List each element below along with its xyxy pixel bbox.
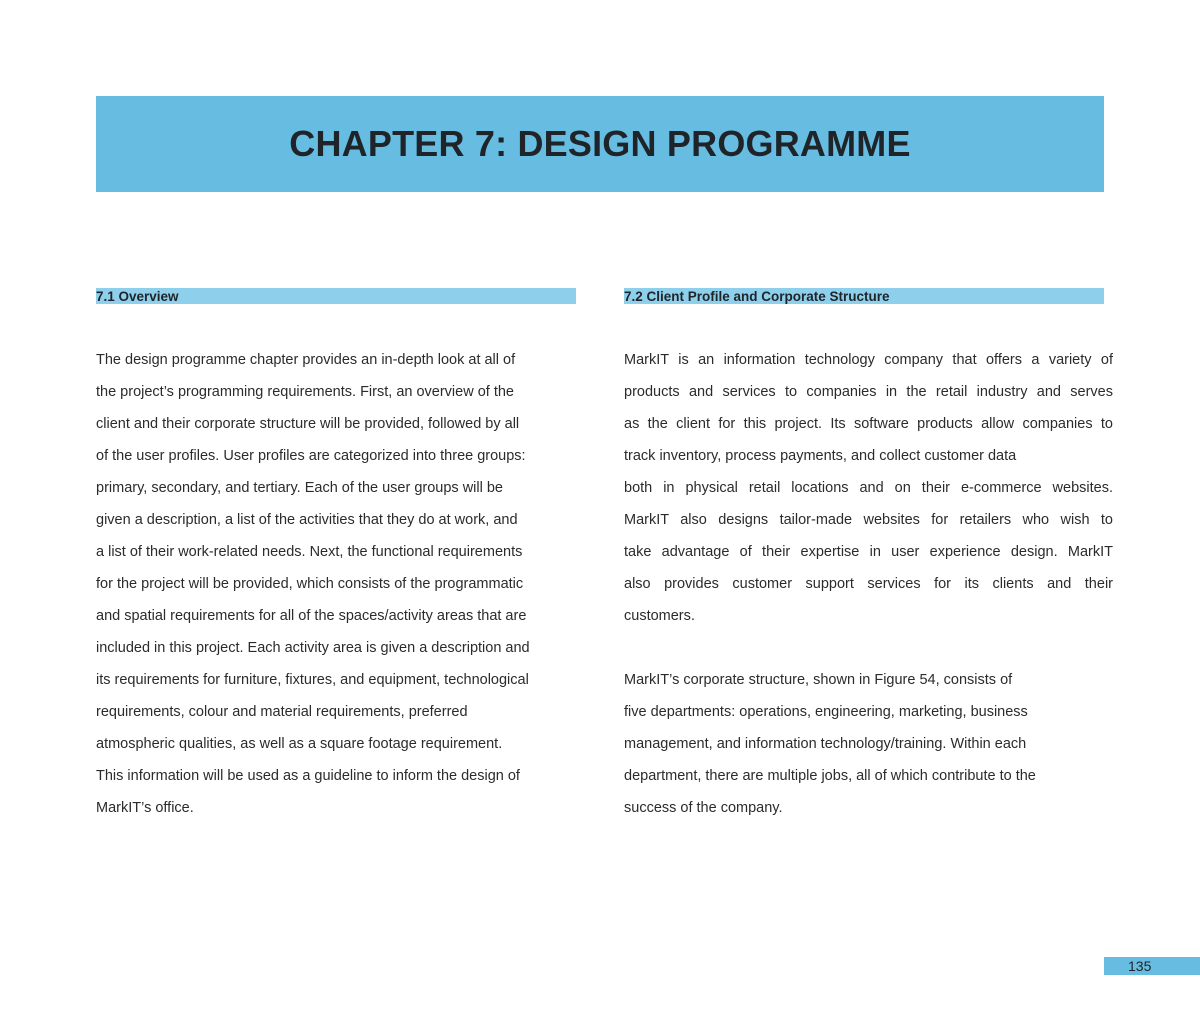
page-number: 135 bbox=[1128, 958, 1152, 974]
text-line: MarkIT also designs tailor-made websites for retailers who wish to bbox=[624, 512, 1113, 528]
text-line: primary, secondary, and tertiary. Each of the user groups will be bbox=[96, 480, 503, 496]
section-heading-client-profile: 7.2 Client Profile and Corporate Structure bbox=[624, 288, 1104, 304]
text-line: customers. bbox=[624, 608, 695, 624]
text-line: both in physical retail locations and on their e-commerce websites. bbox=[624, 480, 1113, 496]
text-line: requirements, colour and material requirements, preferred bbox=[96, 704, 468, 720]
text-line: of the user profiles. User profiles are categorized into three groups: bbox=[96, 448, 526, 464]
page-number-tab bbox=[1104, 957, 1200, 975]
text-line: track inventory, process payments, and collect customer data bbox=[624, 448, 1017, 464]
text-line: management, and information technology/training. Within each bbox=[624, 736, 1027, 752]
text-line: five departments: operations, engineering, marketing, business bbox=[624, 704, 1028, 720]
chapter-title: CHAPTER 7: DESIGN PROGRAMME bbox=[289, 123, 911, 164]
text-line: products and services to companies in the retail industry and serves bbox=[624, 384, 1113, 400]
text-line: included in this project. Each activity area is given a description and bbox=[96, 640, 530, 656]
text-line: MarkIT is an information technology company that offers a variety of bbox=[624, 352, 1113, 368]
text-line: success of the company. bbox=[624, 800, 783, 816]
text-line: The design programme chapter provides an in-depth look at all of bbox=[96, 352, 516, 368]
text-line: and spatial requirements for all of the spaces/activity areas that are bbox=[96, 608, 527, 624]
text-line: department, there are multiple jobs, all of which contribute to the bbox=[624, 768, 1036, 784]
text-line: MarkIT’s corporate structure, shown in Figure 54, consists of bbox=[624, 672, 1013, 688]
text-line: This information will be used as a guideline to inform the design of bbox=[96, 768, 520, 784]
section-heading-overview: 7.1 Overview bbox=[96, 288, 576, 304]
text-line: its requirements for furniture, fixtures, and equipment, technological bbox=[96, 672, 529, 688]
text-line: client and their corporate structure will be provided, followed by all bbox=[96, 416, 520, 432]
text-line: a list of their work-related needs. Next, the functional requirements bbox=[96, 544, 523, 560]
text-line: given a description, a list of the activities that they do at work, and bbox=[96, 512, 518, 528]
text-line: MarkIT’s office. bbox=[96, 800, 194, 816]
text-line: as the client for this project. Its software products allow companies to bbox=[624, 416, 1113, 432]
corporate-structure-paragraph bbox=[624, 664, 1113, 824]
text-line: also provides customer support services for its clients and their bbox=[624, 576, 1113, 592]
text-line: for the project will be provided, which consists of the programmatic bbox=[96, 576, 524, 592]
text-line: take advantage of their expertise in user experience design. MarkIT bbox=[624, 544, 1113, 560]
text-line: atmospheric qualities, as well as a square footage requirement. bbox=[96, 736, 503, 752]
client-profile-paragraph bbox=[624, 344, 1113, 632]
chapter-banner bbox=[96, 96, 1104, 192]
overview-paragraph bbox=[96, 344, 576, 824]
text-line: the project’s programming requirements. First, an overview of the bbox=[96, 384, 514, 400]
